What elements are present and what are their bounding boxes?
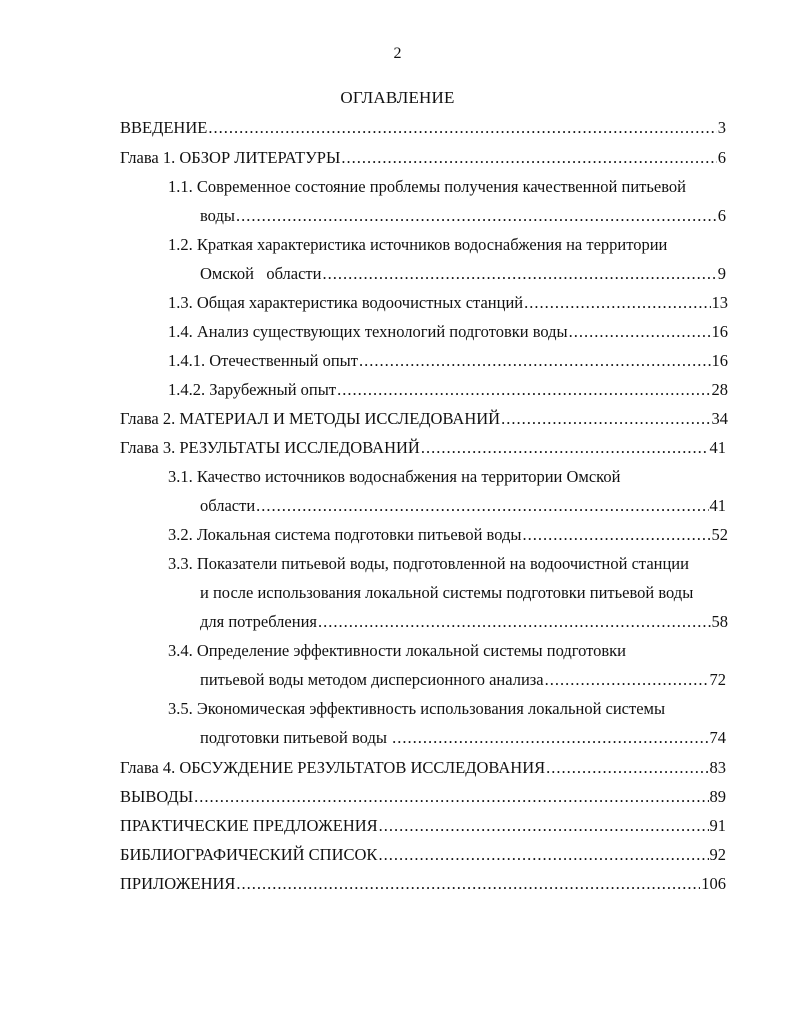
toc-title: ОГЛАВЛЕНИЕ bbox=[340, 88, 455, 107]
toc-entry-label: 3.1. Качество источников водоснабжения на территории Омской bbox=[168, 467, 621, 486]
toc-leader-dots bbox=[322, 264, 716, 284]
toc-leader-dots bbox=[236, 874, 700, 894]
toc-entry-label-continued: области bbox=[200, 496, 256, 515]
toc-leader-dots bbox=[256, 496, 708, 516]
toc-entry-appendices[interactable] bbox=[120, 874, 726, 896]
toc-leader-dots bbox=[208, 118, 716, 138]
toc-entry-conclusions[interactable] bbox=[120, 787, 726, 809]
toc-leader-dots bbox=[379, 816, 709, 836]
toc-entry-label: 1.4. Анализ существующих технологий подготовки воды bbox=[168, 322, 568, 341]
toc-entry-1-1[interactable] bbox=[200, 206, 726, 228]
toc-leader-dots bbox=[546, 758, 708, 778]
toc-entry-label: 3.4. Определение эффективности локальной системы подготовки bbox=[168, 641, 627, 660]
toc-entry-page: 16 bbox=[711, 351, 728, 370]
toc-entry-label-continued: воды bbox=[200, 206, 235, 225]
toc-entry-3-3-line-1[interactable] bbox=[168, 554, 730, 576]
toc-entry-3-3[interactable] bbox=[200, 612, 728, 634]
toc-entry-3-1[interactable] bbox=[200, 496, 726, 518]
toc-leader-dots bbox=[194, 787, 708, 807]
toc-leader-dots bbox=[318, 612, 711, 632]
toc-leader-dots bbox=[421, 438, 709, 458]
toc-entry-1-3[interactable] bbox=[168, 293, 728, 315]
toc-leader-dots bbox=[341, 148, 716, 168]
toc-entry-page: 16 bbox=[711, 322, 728, 341]
toc-entry-3-4[interactable] bbox=[200, 670, 726, 692]
toc-entry-label: 1.4.1. Отечественный опыт bbox=[168, 351, 358, 370]
toc-entry-label-continued: для потребления bbox=[200, 612, 317, 631]
toc-entry-3-4-line-1[interactable] bbox=[168, 641, 728, 663]
toc-entry-label: 3.5. Экономическая эффективность использования локальной системы bbox=[168, 699, 666, 718]
page-number: 2 bbox=[393, 45, 402, 62]
toc-entry-page: 83 bbox=[709, 758, 726, 777]
toc-entry-label: ПРАКТИЧЕСКИЕ ПРЕДЛОЖЕНИЯ bbox=[120, 816, 378, 835]
toc-entry-label: 3.3. Показатели питьевой воды, подготовленной на водоочистной станции bbox=[168, 554, 689, 573]
toc-entry-3-1-line-1[interactable] bbox=[168, 467, 728, 489]
toc-leader-dots bbox=[392, 728, 708, 748]
toc-leader-dots bbox=[378, 845, 708, 865]
toc-leader-dots bbox=[501, 409, 710, 429]
toc-entry-label: Глава 3. РЕЗУЛЬТАТЫ ИССЛЕДОВАНИЙ bbox=[120, 438, 420, 457]
toc-leader-dots bbox=[523, 525, 711, 545]
toc-leader-dots bbox=[359, 351, 711, 371]
toc-entry-label: 1.2. Краткая характеристика источников водоснабжения на территории bbox=[168, 235, 668, 254]
toc-entry-label: 1.1. Современное состояние проблемы получения качественной питьевой bbox=[168, 177, 686, 196]
toc-entry-1-4[interactable] bbox=[168, 322, 728, 344]
toc-entry-3-5[interactable] bbox=[200, 728, 726, 750]
toc-entry-label-continued: и после использования локальной системы подготовки питьевой воды bbox=[200, 583, 694, 602]
toc-entry-chapter-2[interactable] bbox=[120, 409, 728, 431]
toc-entry-label: 1.4.2. Зарубежный опыт bbox=[168, 380, 337, 399]
toc-entry-page: 9 bbox=[717, 264, 726, 283]
toc-entry-label: Глава 2. МАТЕРИАЛ И МЕТОДЫ ИССЛЕДОВАНИЙ bbox=[120, 409, 501, 428]
toc-entry-page: 92 bbox=[709, 845, 726, 864]
toc-entry-page: 52 bbox=[711, 525, 728, 544]
toc-entry-label-continued: Омской области bbox=[200, 264, 322, 283]
toc-entry-page: 72 bbox=[709, 670, 726, 689]
toc-entry-page: 34 bbox=[711, 409, 728, 428]
toc-entry-1-1-line-1[interactable] bbox=[168, 177, 728, 199]
toc-entry-chapter-4[interactable] bbox=[120, 758, 726, 780]
toc-entry-chapter-1[interactable] bbox=[120, 148, 726, 170]
toc-leader-dots bbox=[524, 293, 710, 313]
toc-entry-chapter-3[interactable] bbox=[120, 438, 726, 460]
toc-leader-dots bbox=[545, 670, 709, 690]
toc-entry-1-4-1[interactable] bbox=[168, 351, 728, 373]
toc-entry-page: 41 bbox=[709, 438, 726, 457]
toc-entry-bibliography[interactable] bbox=[120, 845, 726, 867]
toc-entry-page: 91 bbox=[709, 816, 726, 835]
toc-entry-label: ПРИЛОЖЕНИЯ bbox=[120, 874, 236, 893]
toc-entry-page: 106 bbox=[701, 874, 726, 893]
toc-entry-3-5-line-1[interactable] bbox=[168, 699, 728, 721]
toc-entry-label: Глава 4. ОБСУЖДЕНИЕ РЕЗУЛЬТАТОВ ИССЛЕДОВАНИЯ bbox=[120, 758, 546, 777]
toc-entry-introduction[interactable] bbox=[120, 118, 726, 140]
toc-entry-page: 89 bbox=[709, 787, 726, 806]
toc-entry-page: 3 bbox=[717, 118, 726, 137]
toc-entry-page: 6 bbox=[717, 148, 726, 167]
toc-entry-page: 58 bbox=[711, 612, 728, 631]
toc-leader-dots bbox=[337, 380, 710, 400]
toc-entry-page: 74 bbox=[709, 728, 726, 747]
toc-entry-label: БИБЛИОГРАФИЧЕСКИЙ СПИСОК bbox=[120, 845, 378, 864]
toc-entry-1-4-2[interactable] bbox=[168, 380, 728, 402]
toc-entry-page: 13 bbox=[711, 293, 728, 312]
toc-entry-label: 1.3. Общая характеристика водоочистных станций bbox=[168, 293, 524, 312]
toc-leader-dots bbox=[236, 206, 717, 226]
toc-entry-practical-proposals[interactable] bbox=[120, 816, 726, 838]
toc-entry-page: 28 bbox=[711, 380, 728, 399]
toc-entry-label-continued: питьевой воды методом дисперсионного анализа bbox=[200, 670, 544, 689]
toc-entry-3-3-line-2[interactable] bbox=[200, 583, 730, 605]
toc-entry-label: Глава 1. ОБЗОР ЛИТЕРАТУРЫ bbox=[120, 148, 341, 167]
toc-entry-label: 3.2. Локальная система подготовки питьевой воды bbox=[168, 525, 522, 544]
toc-entry-label: ВВЕДЕНИЕ bbox=[120, 118, 208, 137]
toc-entry-1-2[interactable] bbox=[200, 264, 726, 286]
toc-entry-page: 6 bbox=[717, 206, 726, 225]
toc-entry-label-continued: подготовки питьевой воды bbox=[200, 728, 392, 747]
toc-leader-dots bbox=[569, 322, 711, 342]
toc-entry-label: ВЫВОДЫ bbox=[120, 787, 194, 806]
toc-entry-3-2[interactable] bbox=[168, 525, 728, 547]
toc-entry-1-2-line-1[interactable] bbox=[168, 235, 728, 257]
toc-entry-page: 41 bbox=[709, 496, 726, 515]
